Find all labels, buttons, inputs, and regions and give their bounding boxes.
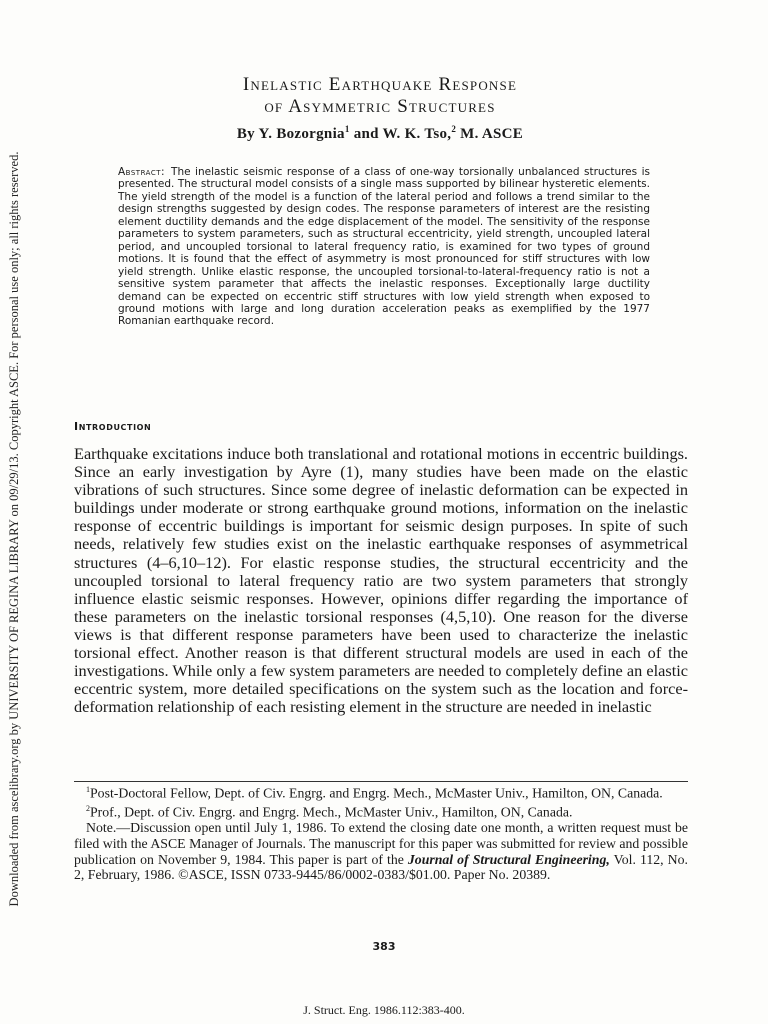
citation-footer: J. Struct. Eng. 1986.112:383-400. xyxy=(303,1003,465,1017)
footnote-1-text: Post-Doctoral Fellow, Dept. of Civ. Engrg. and Engrg. Mech., McMaster Univ., Hamilton, ON, Canada. xyxy=(90,785,663,801)
journal-name: Journal of Structural Engineering, xyxy=(407,851,610,867)
introduction-paragraph: Earthquake excitations induce both translational and rotational motions in eccentric buildings. Since an early investigation by Ayre (1), many studies have been made on the elastic vibrations of such structures. Since some degree of inelastic deformation can be expected in buildings under moderate or strong earthquake ground motions, information on the inelastic response of eccentric buildings is important for seismic design purposes. In spite of such needs, relatively few studies exist on the inelastic earthquake responses of asymmetrical structures (4–6,10–12). For elastic response studies, the structural eccentricity and the uncoupled torsional to lateral frequency ratio are two system parameters that strongly influence elastic seismic responses. However, opinions differ regarding the importance of these parameters on the inelastic torsional responses (4,5,10). One reason for the diverse views is that different response parameters have been used to characterize the inelastic torsional effect. Another reason is that different structural models are used in each of the investigations. While only a few system parameters are needed to completely define an elastic eccentric system, more detailed specifications on the system such as the location and force-deformation relationship of each resisting element in the structure are needed in inelastic xyxy=(74,444,688,717)
download-watermark-note: Downloaded from ascelibrary.org by UNIVERSITY OF REGINA LIBRARY on 09/29/13. Copyright ASCE. For personal use only; all rights reserved. xyxy=(7,151,21,907)
abstract-block xyxy=(118,166,650,328)
author-line xyxy=(120,124,640,143)
footnote-2 xyxy=(74,801,688,820)
footnote-mark-2: 2 xyxy=(451,124,457,134)
footnote-2-text: Prof., Dept. of Civ. Engrg. and Engrg. Mech., McMaster Univ., Hamilton, ON, Canada. xyxy=(90,804,573,820)
title-line-2: of Asymmetric Structures xyxy=(264,96,496,117)
note-text: Note.—Discussion open until July 1, 1986. To extend the closing date one month, a written request must be filed with the ASCE Manager of Journals. The manuscript for this paper was submitted for review and possible publication on November 9, 1984. This paper is part of the xyxy=(74,820,688,867)
discussion-note xyxy=(74,820,688,882)
paper-title xyxy=(120,74,640,118)
author-1: By Y. Bozorgnia xyxy=(236,126,345,142)
footnotes-block xyxy=(74,782,688,883)
note-tail: Vol. 112, No. 2, February, 1986. ©ASCE, ISSN 0733-9445/86/0002-0383/$01.00. Paper No. 20389. xyxy=(74,851,688,883)
title-line-1: Inelastic Earthquake Response xyxy=(242,74,518,95)
page-number: 383 xyxy=(372,940,396,953)
abstract-text: The inelastic seismic response of a class of one-way torsionally unbalanced structures is presented. The structural model consists of a single mass supported by bilinear hysteretic elements. The yield strength of the model is a function of the lateral period and follows a trend similar to the design strengths suggested by design codes. The response parameters of interest are the resisting element ductility demands and the edge displacement of the model. The sensitivity of the response parameters to system parameters, such as structural eccentricity, yield strength, uncoupled lateral period, and uncoupled torsional to lateral frequency ratio, is examined for two types of ground motions. It is found that the effect of asymmetry is most pronounced for stiff structures with low yield strength. Unlike elastic response, the uncoupled torsional-to-lateral-frequency ratio is not a sensitive system parameter that affects the inelastic responses. Exceptionally large ductility demand can be expected on eccentric stiff structures with low yield strength when exposed to ground motions with large and long duration acceleration peaks as exemplified by the 1977 Romanian earthquake record. xyxy=(118,166,650,328)
section-heading-introduction: Introduction xyxy=(74,420,152,433)
abstract-label: Abstract: xyxy=(118,166,166,178)
footnote-1-mark: 1 xyxy=(86,785,90,794)
author-2: and W. K. Tso, xyxy=(349,126,452,142)
author-membership: M. ASCE xyxy=(456,126,524,142)
footnote-2-mark: 2 xyxy=(86,804,90,814)
footnote-1 xyxy=(74,782,688,801)
footnote-mark-1: 1 xyxy=(344,124,350,134)
